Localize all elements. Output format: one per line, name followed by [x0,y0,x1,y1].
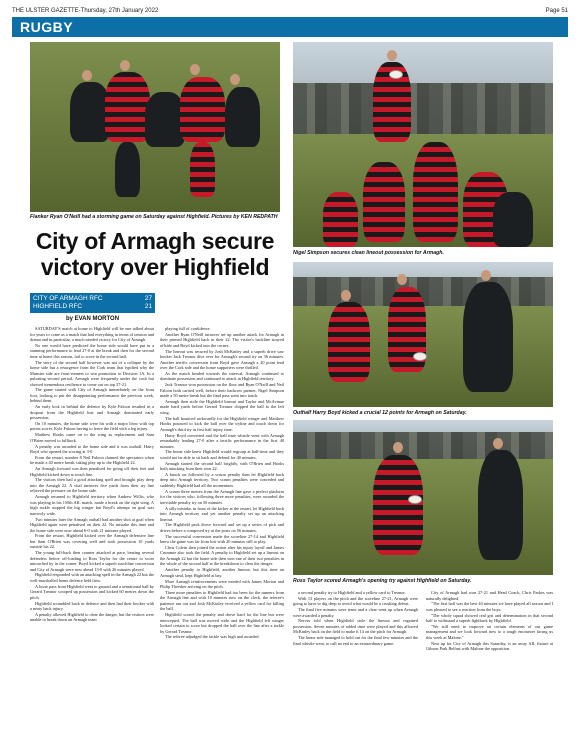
article-column-2 [160,326,284,726]
article-paragraph: Jack Treanor won possession on the floor and Ryan O'Neill and Neil Faloon both carried well, before their backrow partner, Nigel Simpson made a 50 metre break but the final pass went into touch. [160,382,284,399]
article-paragraph: A penalty was awarded to the home side and it was outhalf, Harry Boyd who opened the scoring at 3-0. [30,443,154,455]
caption-photo1: Flanker Ryan O'Neill had a storming game on Saturday against Highfield. Pictures by KEN REDPATH [30,214,278,220]
caption-photo3: Outhalf Harry Boyd kicked a crucial 12 points for Armagh on Saturday. [293,410,467,416]
article-paragraph: An Armagh forward was then penalised for going off their feet and Highfield kicked down to touch line. [30,466,154,477]
article-paragraph: From the restart, Highfield kicked over the Armagh defensive line but Sam O'Brien was covering well and took possession 10 yards outside his 22. [30,533,154,550]
article-paragraph: a second penalty try to Highfield and a yellow card to Treanor. [298,590,406,595]
section-title: RUGBY [20,19,74,35]
page-header [12,6,568,16]
article-paragraph: A silly mistake, in front of the kicker at the restart, let Highfield back into Armagh territory and yet another penalty set up an attacking lineout. [160,505,284,522]
article-paragraph: The ball bounced awkwardly for the Highfield winger and Matthew Hooks pounced to kick the ball over the tryline and touch down for Armagh's third try in first half injury time. [160,415,284,432]
article-paragraph: "The first half was the best 40 minutes we have played all season and I was pleased to see a reaction from the boys. [426,601,553,612]
article-paragraph: Another penalty to Highfield, another lineout, but this time an Armagh steal, kept Highfield at bay. [160,567,284,578]
publication-line: THE ULSTER GAZETTE-Thursday, 27th January 2022 [12,8,159,14]
away-score: 21 [144,303,152,311]
article-paragraph: A knock on followed by a scrum penalty then let Highfield back deep into Armagh territory. Two scrum penalties were conceded and suddenly Highfield had all the momentum. [160,471,284,488]
article-paragraph: An early kick in behind the defence by Kyle Faloon resulted in a dropout from the Highfield line and Armagh dominated early possession. [30,404,154,421]
article-headline: City of Armagh secure victory over Highfield [35,228,275,280]
article-paragraph: The game started with City of Armagh immediately on the front foot, looking to put the disappointing performance the previous week, behind them. [30,387,154,404]
article-paragraph: Highfield scrambled back in defence and then had their hooker with a neaty back injury. [30,600,154,612]
article-paragraph: Armagh started the second half brightly, with O'Brien and Hooks both attacking from their own 22. [160,460,284,472]
article-column-4 [426,590,553,730]
caption-photo2: Nigel Simpson secures clean lineout possession for Armagh. [293,250,444,256]
article-paragraph: With 13 players on the pitch and the scoreline 27-21, Armagh were going to have to dig deep to avoid what would be a crushing defeat. [293,595,418,607]
article-paragraph: The home side managed to hold out for the final few minutes and the final whistle went, to call an end to an extraordinary game. [293,635,418,646]
article-paragraph: No one would have predicted the home side would have put in a stunning performance to lead 27-0 at the break and then for the second time at home this season, fail to score in the second half. [30,342,154,359]
article-paragraph: The lineout was secured by Josh McKinley and a superb drive saw hooker Jack Treanor dive over for Armagh's second try on 36 minutes. Another terrific conversion from Boyd gave Armagh a 20 point lead over the Cork side and the home supporters were thrilled. [160,348,284,371]
article-paragraph: Three more penalties to Highfield had too been for the runners from the Armagh line and with 10 minutes now on the clock, the referee's patience ran out and Josh McKinley received a yellow card for killing the ball. [160,589,284,612]
section-bar [12,17,568,37]
photo-ross-taylor [293,420,553,575]
article-paragraph: Armagh returned to Highfield territory when Andrew Willis, who was playing in his 150th AIL match, made a break on the right wing. A high tackle stopped the big winger but Boyd's attempt on goal was narrowly wide. [30,494,154,516]
article-paragraph: The Highfield pack drove forward and set up a series of pick and drives before a composed try at the posts on 56 minutes. [160,522,284,533]
article-paragraph: On 10 minutes, the home side were hit with a major blow with top points scorer, Kyle Faloon having to leave the field with a leg injury. [30,420,154,432]
photo-harry-boyd [293,262,553,407]
article-paragraph: The referee adjudged the tackle was high and awarded [165,634,259,640]
article-paragraph: City of Armagh had won 27-21 and Head Coach, Chris Parkes was naturally delighted. [426,590,553,601]
article-paragraph: Matthew Hooks came on to the wing as replacement and Sam O'Brien moved to fullback. [30,432,154,443]
article-paragraph: playing full of confidence. [165,326,211,331]
article-paragraph: The successful conversion made the scoreline 27-14 and Highfield knew the game was far from lost with 20 minutes still to play. [160,533,284,545]
article-paragraph: More Armagh reinforcements were needed with James Morton and Philip Thresher arriving on the pitch. [160,578,284,590]
score-box [30,293,155,313]
article-paragraph: Highfield responded with an attacking spell in the Armagh 22 but the well-marshalled home defence held firm. [30,572,154,583]
article-paragraph: Next up for City of Armagh this Saturday, is an away AIL fixture at Gibson Park Belfast with Malone the opposition. [426,640,553,652]
page-number: Page 51 [545,8,568,14]
article-paragraph: A scrum three metres from the Armagh line gave a perfect platform for the visitors who, following three more penalties, were awarded the inevitable penalty try on 50 minutes. [160,488,284,505]
article-paragraph: The final five minutes were tense and a clear went up when Armagh were awarded a penalty. [293,607,418,618]
article-paragraph: The young full-back then counter attacked at pace, beating several defenders before off-loading to Ross Taylor for the centre to score untouched by in the corner. Boyd kicked a superb touchline conversion and City of Armagh were now ahead 13-0 with 26 minutes played. [30,550,154,572]
article-paragraph: From the restart, number 8 Neil Faloon claimed the spectators when he made a 40 metre break, taking play up to the Highfield 22. [30,454,154,466]
article-paragraph: "We still need to improve on certain elements of our game management and we look forward now to a tough encounter facing us this week at Malone." [426,623,553,640]
article-paragraph: The visitors then had a good attacking spell and brought play deep into the Armagh 22. A vital turnover five yards from their try line relieved the pressure on the home side. [30,477,154,494]
article-paragraph: Another Ryan O'Neill turnover set up another attack for Armagh in their primed Highfield back in their 22. The visitor's backline strayed offside and Boyd kicked into the corner. [160,331,284,348]
photo-nigel-simpson [293,42,553,247]
article-paragraph: Highfield scored the penalty and drove hard for the line but were intercepted. The ball was moved wide and the Highfield left winger looked certain to score but dropped the ball over the line after a tackle by Gerard Treanor. [160,612,284,634]
caption-photo4: Ross Taylor scored Armagh's opening try against Highfield on Saturday. [293,578,472,584]
home-team: CITY OF ARMAGH RFC [33,295,103,302]
article-column-3 [293,590,418,730]
article-column-1 [30,326,154,726]
article-paragraph: The home side knew Highfield would regroup at half-time and they would not be able to sit back and defend for 40 minutes. [160,449,284,460]
photo-ryan-oneill [30,42,280,212]
article-paragraph: A penalty allowed Highfield to clear the danger, but the visitors were unable to break down an Armagh team [30,611,154,623]
article-paragraph: Two minutes later the Armagh outhalf had another shot at goal when Highfield again were penalised on their 22. No mistake this time and the home side were now ahead 6-0 with 21 minutes played. [30,516,154,533]
article-paragraph: Chris Colvin then joined the action after his injury layoff and James Crummie also took the field. A penalty to Highfield set up a lineout on the Armagh 22 but the home side then won one of their two penalties in the whole of the second half at the breakdown to clear the danger. [160,544,284,567]
article-paragraph: SATURDAY'S match at home to Highfield will be one talked about for years to come as a match that had everything in terms of tension and drama and in particular, a much needed victory for City of Armagh. [30,326,154,342]
article-byline: by EVAN MORTON [65,316,120,322]
article-paragraph: Nerves told when Highfield stole the lineout and regained possession. Seven minutes of added time were played and this allowed McKinley back on the field to make it 14 on the pitch for Armagh. [293,618,418,635]
article-paragraph: The story of the second half however was not of a collapse by the home side but a resurgence from the Cork team that typified why the Munster side are front-runners to win promotion to Division 1A. In a pulsating second period, Armagh were frequently under the cosh but showed tremendous resilience to come out on top 27-21. [30,359,154,387]
article-paragraph: "The whole squad showed real grit and determination in that second half to withstand a superb fightback by Highfield. [426,612,553,624]
home-score: 27 [144,295,152,302]
article-paragraph: A loose pass from Highfield went to ground and a sensational ball by Gerard Treanor scooped up possession and kicked 60 metres down the pitch. [30,583,154,600]
article-paragraph: As the match headed towards the interval, Armagh continued to dominate possession and continued to attack in Highfield territory. [160,370,284,382]
away-team: HIGHFIELD RFC [33,303,82,311]
article-paragraph: Harry Boyd converted and the half time whistle went with Armagh remarkably leading 27-0 after a terrific performance in the first 40 minutes. [160,432,284,449]
article-paragraph: Armagh then stole the Highfield lineout and Taylor and McAvinue made hard yards before Gerard Treanor chipped the ball to the left wing. [160,398,284,415]
